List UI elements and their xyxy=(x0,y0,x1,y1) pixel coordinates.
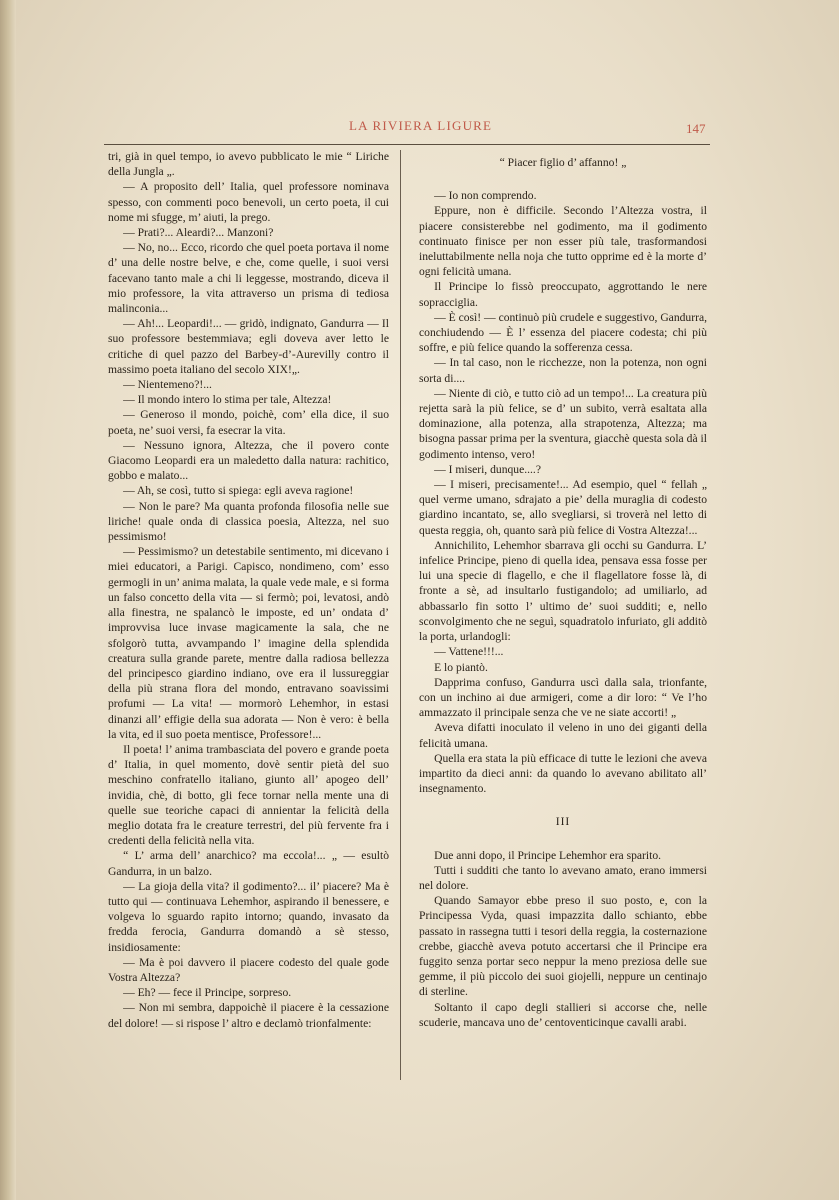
running-header-title: LA RIVIERA LIGURE xyxy=(349,118,493,133)
paragraph: Dapprima confuso, Gandurra uscì dalla sala, trionfante, con un inchino ai due armigeri, come a dir loro: “ Ve l’ho ammazzato il principale senza che ve ne siate accorti! „ xyxy=(419,675,707,720)
left-column xyxy=(108,149,389,1031)
paragraph: — Nientemeno?!... xyxy=(123,378,212,392)
right-column xyxy=(419,149,707,1030)
paragraph: — Prati?... Aleardi?... Manzoni? xyxy=(123,226,274,240)
paragraph: Aveva difatti inoculato il veleno in uno dei giganti della felicità umana. xyxy=(419,721,707,750)
paragraph: — Non le pare? Ma quanta profonda filosofia nelle sue liriche! quale onda di classica poesia, Altezza, nel suo pessimismo! xyxy=(108,499,389,544)
paragraph: — Pessimismo? un detestabile sentimento, mi dicevano i miei educatori, a Parigi. Capisco, nondimeno, com’ esso germogli in un’ anima malata, la quale vede male, e si forma un falso concetto della vita — si fermò; poi, levatosi, andò alla finestra, ne spalancò le imposte, ed un’ ondata d’ improvvisa luce invase magicamente la sala, che ne sfolgorò tutta, avvampando l’ imagine della splendida creatura sulla grande parete, mentre dalla radiosa bellezza del principesco giardino indiano, ove era il lussureggiar della più strana flora del mondo, entravano soavissimi profumi — La vita! — mormorò Lehemhor, in estasi dinanzi all’ effigie della sua adorata — Non è vero: è bella la vita, ed il suo poeta mentisce, Professore!... xyxy=(108,545,389,741)
paragraph: E lo piantò. xyxy=(434,660,488,674)
paragraph: Eppure, non è difficile. Secondo l’Altezza vostra, il piacere consisterebbe nel godimento, ma il godimento continuato finisce per non esser più tale, trasformandosi ineluttabilmente nella noja che tutto opprime ed è la morte d’ ogni felicità umana. xyxy=(419,204,707,279)
paragraph: — Niente di ciò, e tutto ciò ad un tempo!... La creatura più rejetta sarà la più felice, se d’ un subito, verrà esaltata alla dominazione, alla potenza, alla strapotenza, Altezza; ma bisogna passar prima per la sventura, giacchè questa sola dà il godimento intenso, vero! xyxy=(419,386,707,461)
paragraph: Due anni dopo, il Principe Lehemhor era sparito. xyxy=(434,848,662,862)
paragraph: Quando Samayor ebbe preso il suo posto, e, con la Principessa Vyda, quasi impazzita dallo schianto, ebbe passato in rassegna tutti i tesori della reggia, la costernazione crebbe, giacchè aveva potuto accertarsi che il Principe era fuggito senza portar seco neppur la meno preziosa delle sue gemme, il più piccolo dei suoi giojelli, neppure un centinajo di sterline. xyxy=(419,894,707,999)
paragraph: — Generoso il mondo, poichè, com’ ella dice, il suo poeta, ne’ suoi versi, fa esecrar la vita. xyxy=(108,408,389,437)
paragraph: — Eh? — fece il Principe, sorpreso. xyxy=(123,986,292,1000)
paragraph: — Ah, se così, tutto si spiega: egli aveva ragione! xyxy=(123,484,354,498)
column-divider xyxy=(400,150,401,1080)
page-binding-edge xyxy=(0,0,16,1200)
paragraph: — È così! — continuò più crudele e suggestivo, Gandurra, conchiudendo — È l’ essenza del piacere codesta; chi più soffre, e più felice quando la sofferenza cessa. xyxy=(419,310,707,355)
paragraph: — I miseri, precisamente!... Ad esempio, quel “ fellah „ quel verme umano, sdrajato a pie’ della muraglia di codesto giardino incantato, se, allo svegliarsi, si troverà nel letto di questa reggia, oh, quanto sarà più felice di Vostra Altezza!... xyxy=(419,478,707,537)
paragraph: Il poeta! l’ anima trambasciata del povero e grande poeta d’ Italia, in quel momento, dovè sentir pietà del suo meschino confratello italiano, giunto all’ apogeo dell’ invidia, chè, di botto, gli fece tornar nella mente una di quelle sue teoriche capaci di annientar la felicità della meglio dotata fra le creature terrestri, del più fervente fra i credenti della felicità nella vita. xyxy=(108,742,389,848)
paragraph: Soltanto il capo degli stallieri si accorse che, nelle scuderie, mancava uno de’ centoventicinque cavalli arabi. xyxy=(419,1000,707,1029)
header-rule xyxy=(104,144,710,145)
paragraph: Il Principe lo fissò preoccupato, aggrottando le nere sopracciglia. xyxy=(419,280,707,309)
paragraph: — Il mondo intero lo stima per tale, Altezza! xyxy=(123,393,332,407)
paragraph: — A proposito dell’ Italia, quel professore nominava spesso, con commenti poco benevoli, un certo poeta, il cui nome mi sfugge, m’ aiuti, la prego. xyxy=(108,180,389,224)
paragraph: — No, no... Ecco, ricordo che quel poeta portava il nome d’ una delle nostre belve, e che, come quelle, i suoi versi facevano tanto male a chi li leggesse, mostrando, diceva il mio professore, la vita attraverso un prisma di tediosa malinconia... xyxy=(108,241,389,316)
paragraph: — Non mi sembra, dappoichè il piacere è la cessazione del dolore! — si rispose l’ altro e declamò trionfalmente: xyxy=(108,1001,389,1030)
paragraph: — Ah!... Leopardi!... — gridò, indignato, Gandurra — Il suo professore bestemmiava; egli doveva aver letto le critiche di quel pazzo del Barbey-d’-Aurevilly contro il massimo poeta italiano del secolo XIX!„. xyxy=(108,317,389,376)
paragraph: Quella era stata la più efficace di tutte le lezioni che aveva impartito da dieci anni: da quando lo avevano abilitato all’ insegnamento. xyxy=(419,751,707,796)
paragraph: — I miseri, dunque....? xyxy=(434,462,541,476)
paragraph: — Nessuno ignora, Altezza, che il povero conte Giacomo Leopardi era un maledetto dalla natura: rachitico, gobbo e malato... xyxy=(108,438,389,483)
paragraph: — In tal caso, non le ricchezze, non la potenza, non ogni sorta di.... xyxy=(419,356,707,385)
paragraph: — La gioja della vita? il godimento?... il’ piacere? Ma è tutto qui — continuava Lehemhor, aspirando il benessere, e volgeva lo sguardo rapito intorno; quando, invasato da fredda ferocia, Gandurra domandò a sè stesso, insidiosamente: xyxy=(108,879,389,954)
section-number: III xyxy=(555,815,571,829)
paragraph: Annichilito, Lehemhor sbarrava gli occhi su Gandurra. L’ infelice Principe, pieno di quella idea, pensava essa fosse per lui una specie di flagello, e che il flagellatore fosse là, di fronte a sè, ad insultarlo fustigandolo; ad umiliarlo, ad abbassarlo fin sotto l’ ultimo de’ suoi sudditi; e, nello sconvolgimento che ne seguì, squadratolo infuriato, gli additò la porta, urlandogli: xyxy=(419,538,707,644)
paragraph: tri, già in quel tempo, io avevo pubblicato le mie “ Liriche della Jungla „. xyxy=(108,150,389,179)
paragraph: “ L’ arma dell’ anarchico? ma eccola!... „ — esultò Gandurra, in un balzo. xyxy=(108,849,389,878)
paragraph: — Vattene!!!... xyxy=(434,645,504,659)
paragraph: — Ma è poi davvero il piacere codesto del quale gode Vostra Altezza? xyxy=(108,955,389,984)
page-number: 147 xyxy=(686,121,706,136)
paragraph: Tutti i sudditi che tanto lo avevano amato, erano immersi nel dolore. xyxy=(419,863,707,892)
verse-quote: “ Piacer figlio d’ affanno! „ xyxy=(499,156,627,169)
paragraph: — Io non comprendo. xyxy=(434,189,537,203)
